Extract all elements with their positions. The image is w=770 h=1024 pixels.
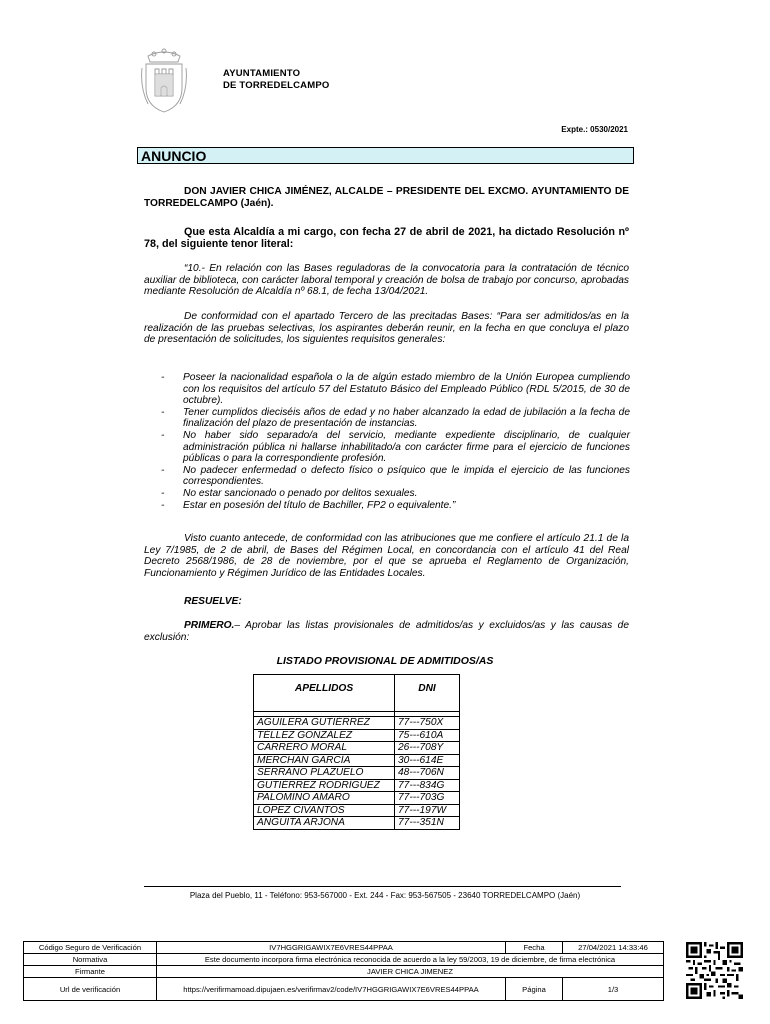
cell-dni: 30---614E — [395, 754, 460, 767]
cell-apellidos: TÉLLEZ GONZÁLEZ — [254, 729, 395, 742]
conformity-paragraph: De conformidad con el apartado Tercero de las precitadas Bases: “Para ser admitidos/as en la realización de las pruebas selectivas, los aspirantes deberán reunir, en la fecha en que concluya el plazo de presentación de solicitudes, los siguientes requisitos generales: — [144, 311, 629, 346]
regulation-value: Este documento incorpora firma electrónica reconocida de acuerdo a la ley 59/2003, 19 de diciembre, de firma electrónica — [157, 954, 664, 966]
requirement-text: No haber sido separado/a del servicio, mediante expediente disciplinario, de cualquier administración pública ni hallarse inhabilitado/a con carácter firme para el ejercicio de funciones públicas o para la correspondiente profesión. — [183, 429, 630, 465]
resolves-heading: RESUELVE: — [184, 596, 242, 607]
table-row — [254, 779, 460, 792]
cell-dni: 77---750X — [395, 717, 460, 730]
date-value: 27/04/2021 14:33:46 — [563, 942, 664, 954]
table-row — [254, 792, 460, 805]
page-label: Página — [506, 978, 563, 1001]
announcement-heading: ANUNCIO — [137, 147, 634, 164]
bullet-dash: - — [161, 429, 165, 441]
bullet-dash: - — [161, 406, 165, 418]
cell-apellidos: GUTIÉRREZ RODRÍGUEZ — [254, 779, 395, 792]
signature-verification-table — [23, 941, 664, 1001]
first-label: PRIMERO. — [184, 620, 235, 631]
organization-name — [223, 68, 329, 92]
csv-value: IV7HGGRIGAWIX7E6VRES44PPAA — [157, 942, 506, 954]
admitted-table — [253, 674, 460, 830]
cell-dni: 48---706N — [395, 767, 460, 780]
org-line-1: AYUNTAMIENTO — [223, 68, 301, 79]
signer-value: JAVIER CHICA JIMENEZ — [157, 966, 664, 978]
signer-label: Firmante — [24, 966, 157, 978]
url-label: Url de verificación — [24, 978, 157, 1001]
list-title: LISTADO PROVISIONAL DE ADMITIDOS/AS — [276, 655, 494, 667]
cell-apellidos: MERCHAN GARCÍA — [254, 754, 395, 767]
requirement-text: Poseer la nacionalidad española o la de algún estado miembro de la Unión Europea cumpliendo con los requisitos del artículo 57 del Estatuto Básico del Empleado Público (RDL 5/2015, de 30 de octubre). — [183, 372, 630, 407]
table-row — [254, 767, 460, 780]
cell-dni: 77---351N — [395, 817, 460, 830]
date-label: Fecha — [506, 942, 563, 954]
list-item — [144, 407, 630, 430]
file-number: Expte.: 0530/2021 — [561, 125, 628, 134]
footer-divider — [144, 886, 621, 887]
table-row — [254, 817, 460, 830]
column-header-dni: DNI — [395, 675, 460, 712]
list-item — [144, 430, 630, 465]
bullet-dash: - — [161, 499, 165, 511]
requirement-text: No estar sancionado o penado por delitos sexuales. — [183, 487, 418, 499]
cell-dni: 26---708Y — [395, 742, 460, 755]
csv-label: Código Seguro de Verificación — [24, 942, 157, 954]
first-text: – Aprobar las listas provisionales de admitidos/as y excluidos/as y las causas de exclusión: — [144, 620, 629, 643]
list-item — [144, 500, 630, 512]
first-resolution-paragraph — [144, 620, 629, 643]
cell-apellidos: CARRERO MORAL — [254, 742, 395, 755]
cell-apellidos: PALOMINO AMARO — [254, 792, 395, 805]
cell-dni: 77---834G — [395, 779, 460, 792]
cell-apellidos: ANGUITA ARJONA — [254, 817, 395, 830]
footer-address: Plaza del Pueblo, 11 - Teléfono: 953-567000 - Ext. 244 - Fax: 953-567505 - 23640 TORREDELCAMPO (Jaén) — [189, 891, 581, 900]
requirement-text: Estar en posesión del título de Bachiller, FP2 o equivalente.” — [183, 499, 456, 511]
cell-apellidos: SERRANO PLAZUELO — [254, 767, 395, 780]
table-row — [254, 729, 460, 742]
resolution-paragraph: Que esta Alcaldía a mi cargo, con fecha 27 de abril de 2021, ha dictado Resolución nº 78, del siguiente tenor literal: — [144, 226, 629, 251]
cell-dni: 77---197W — [395, 804, 460, 817]
bullet-dash: - — [161, 372, 165, 383]
requirement-text: No padecer enfermedad o defecto físico o psíquico que le impida el ejercicio de las funciones correspondientes. — [183, 464, 630, 488]
list-item — [144, 372, 630, 407]
intro-paragraph: DON JAVIER CHICA JIMÉNEZ, ALCALDE – PRESIDENTE DEL EXCMO. AYUNTAMIENTO DE TORREDELCAMPO (Jaén). — [144, 186, 629, 209]
table-header-row — [254, 675, 460, 712]
qr-code-icon — [686, 942, 743, 999]
bullet-dash: - — [161, 464, 165, 476]
municipal-coat-of-arms — [140, 48, 188, 114]
table-row — [254, 742, 460, 755]
list-item — [144, 465, 630, 488]
table-row — [254, 754, 460, 767]
column-header-apellidos: APELLIDOS — [254, 675, 395, 712]
verification-url[interactable]: https://verifirmamoad.dipujaen.es/verifirmav2/code/IV7HGGRIGAWIX7E6VRES44PPAA — [157, 978, 506, 1001]
bases-paragraph: “10.- En relación con las Bases reguladoras de la convocatoria para la contratación de técnico auxiliar de biblioteca, con carácter laboral temporal y creación de bolsa de trabajo por concurso, aprobadas mediante Resolución de Alcaldía nº 68.1, de fecha 13/04/2021. — [144, 263, 629, 298]
table-row — [254, 717, 460, 730]
cell-apellidos: AGUILERA GUTIÉRREZ — [254, 717, 395, 730]
requirements-list — [144, 372, 630, 511]
requirement-text: Tener cumplidos dieciséis años de edad y no haber alcanzado la edad de jubilación a la fecha de finalización del plazo de presentación de instancias. — [183, 406, 630, 430]
org-line-2: DE TORREDELCAMPO — [223, 80, 330, 91]
list-item — [144, 488, 630, 500]
table-row — [254, 804, 460, 817]
legal-basis-paragraph: Visto cuanto antecede, de conformidad con las atribuciones que me confiere el artículo 21.1 de la Ley 7/1985, de 2 de abril, de Bases del Régimen Local, en concordancia con el artículo 41 del Real Decreto 2568/1986, de 28 de noviembre, por el que se aprueba el Reglamento de Organización, Funcionamiento y Régimen Jurídico de las Entidades Locales. — [144, 533, 629, 579]
regulation-label: Normativa — [24, 954, 157, 966]
page-value: 1/3 — [563, 978, 664, 1001]
cell-dni: 75---610A — [395, 729, 460, 742]
cell-dni: 77---703G — [395, 792, 460, 805]
cell-apellidos: LÓPEZ CIVANTOS — [254, 804, 395, 817]
bullet-dash: - — [161, 487, 165, 499]
